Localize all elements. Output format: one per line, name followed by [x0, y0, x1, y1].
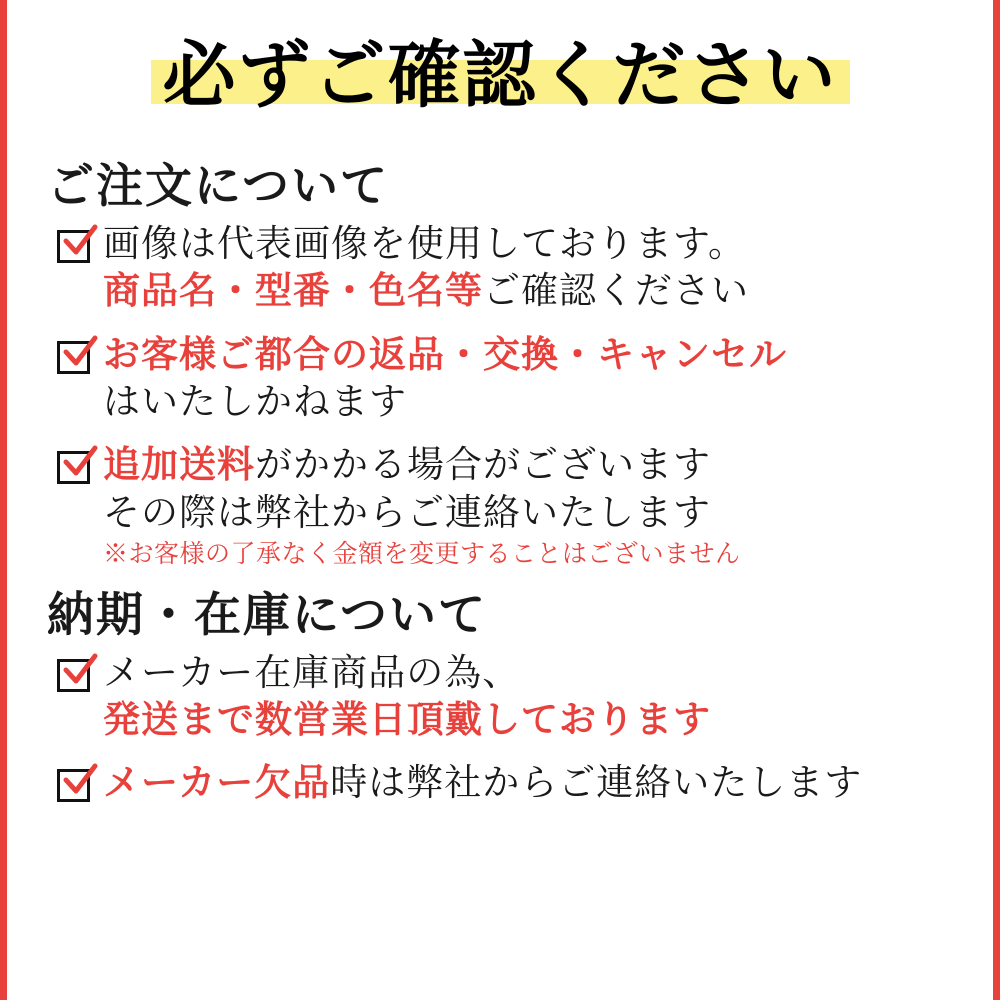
section-heading-delivery: 納期・在庫について — [47, 587, 488, 643]
checkmark-icon — [57, 226, 97, 266]
line-text: 画像は代表画像を使用しております。 — [103, 222, 747, 266]
list-item-text — [103, 220, 965, 315]
list-item-text — [103, 441, 965, 570]
notice-content — [7, 0, 993, 1000]
section-heading-orders: ご注文について — [47, 159, 390, 214]
line-text: はいたしかねます — [103, 380, 407, 424]
line-text: メーカー在庫商品の為、 — [103, 650, 521, 694]
list-item — [57, 759, 965, 806]
checkmark-icon — [57, 765, 97, 805]
line-red-part: 追加送料 — [103, 442, 255, 487]
line-text: 発送まで数営業日頂戴しております — [103, 697, 711, 742]
checkmark-icon — [57, 655, 97, 695]
line-black-part: 時は弊社からご連絡いたします — [330, 761, 863, 805]
list-item-text — [103, 331, 965, 426]
line-mixed — [103, 441, 965, 488]
line-black-part: ご確認ください — [483, 269, 749, 313]
line-mixed — [103, 759, 965, 806]
line-mixed — [103, 267, 965, 314]
checkmark-icon — [57, 337, 97, 377]
line-text: その際は弊社からご連絡いたします — [103, 490, 711, 534]
page-title — [151, 31, 850, 118]
list-item — [57, 649, 965, 744]
line-red-part: メーカー欠品 — [103, 760, 331, 805]
list-item — [57, 331, 965, 426]
line-black-part: がかかる場合がございます — [255, 443, 711, 487]
title-block — [35, 0, 965, 150]
list-item — [57, 441, 965, 570]
list-item — [57, 220, 965, 315]
line-red-part: 商品名・型番・色名等 — [103, 268, 483, 313]
list-item-text — [103, 649, 965, 744]
checkmark-icon — [57, 447, 97, 487]
note-text: ※お客様の了承なく金額を変更することはございません — [103, 539, 741, 569]
list-item-text — [103, 759, 965, 806]
title-text: 必ずご確認ください — [162, 31, 838, 118]
line-text: お客様ご都合の返品・交換・キャンセル — [103, 331, 787, 376]
